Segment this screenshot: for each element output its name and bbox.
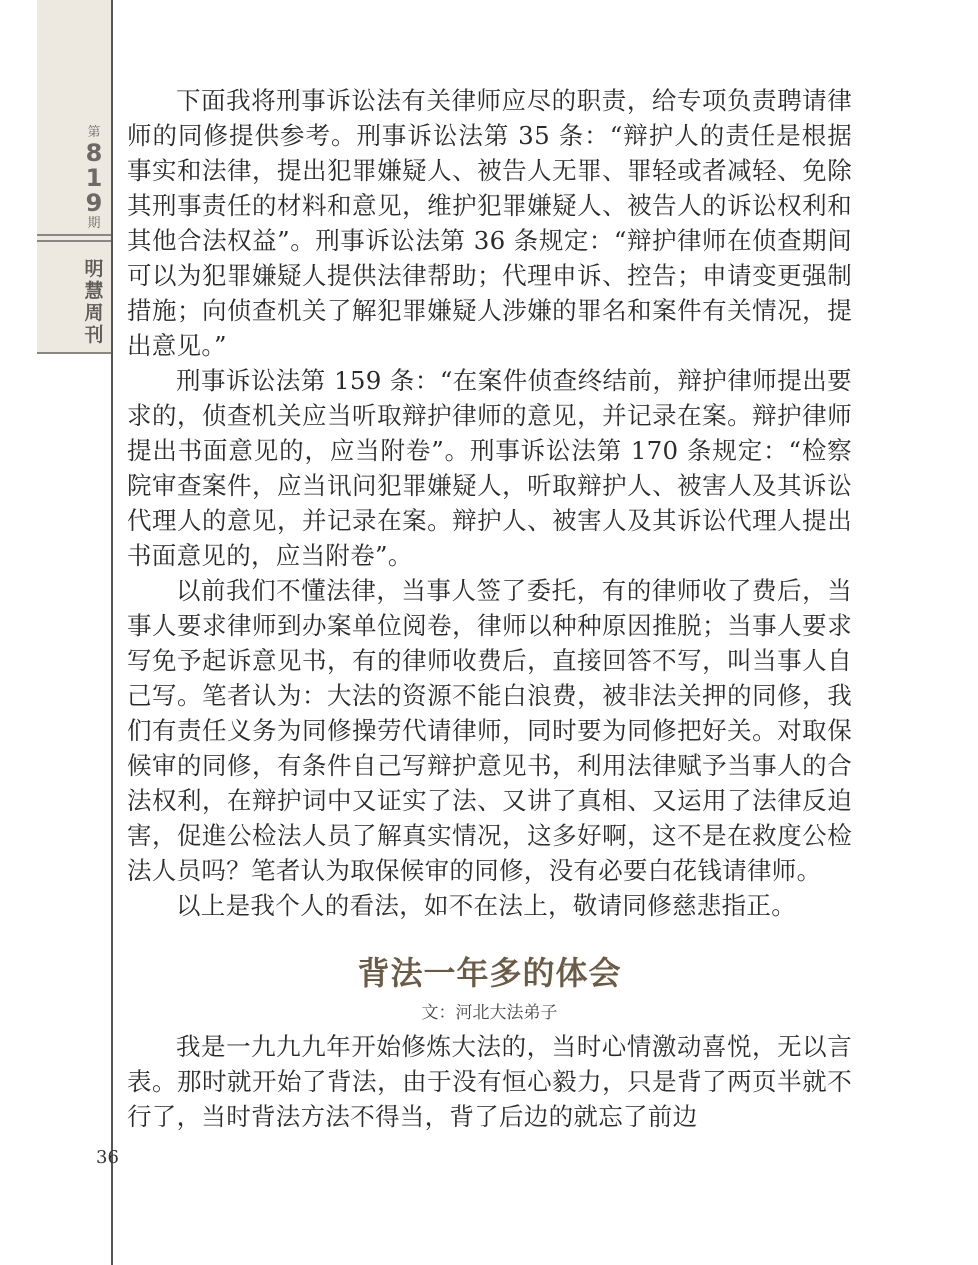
page-number: 36	[96, 1147, 119, 1168]
article-title: 背法一年多的体会	[357, 954, 622, 992]
magazine-char: 明	[84, 258, 104, 280]
issue-prefix: 第	[87, 125, 101, 140]
magazine-char: 刊	[84, 324, 104, 346]
magazine-char: 周	[84, 302, 104, 324]
issue-number	[74, 124, 114, 232]
issue-digit: 8	[85, 139, 103, 167]
sidebar-divider-second	[37, 240, 111, 242]
issue-digit: 1	[85, 164, 103, 192]
paragraph: 以前我们不懂法律，当事人签了委托，有的律师收了费后，当事人要求律师到办案单位阅卷，律师以种种原因推脱；当事人要求写免予起诉意见书，有的律师收费后，直接回答不写，叫当事人自己写。笔者认为：大法的资源不能白浪费，被非法关押的同修，我们有责任义务为同修操劳代请律师，同时要为同修把好关。对取保候审的同修，有条件自己写辩护意见书，利用法律赋予当事人的合法权利，在辩护词中又证实了法、又讲了真相、又运用了法律反迫害，促進公检法人员了解真实情况，这多好啊，这不是在救度公检法人员吗？笔者认为取保候审的同修，没有必要白花钱请律师。	[127, 576, 852, 885]
paragraph: 以上是我个人的看法，如不在法上，敬请同修慈悲指正。	[176, 891, 796, 920]
issue-digit: 9	[85, 189, 103, 217]
paragraph: 我是一九九九年开始修炼大法的，当时心情激动喜悦，无以言表。那时就开始了背法，由于没有恒心毅力，只是背了两页半就不行了，当时背法方法不得当，背了后边的就忘了前边	[127, 1032, 852, 1131]
issue-suffix: 期	[87, 216, 101, 231]
article-byline: 文：河北大法弟子	[421, 1003, 558, 1023]
paragraph: 刑事诉讼法第 159 条：“在案件侦查终结前，辩护律师提出要求的，侦查机关应当听取辩护律师的意见，并记录在案。辩护律师提出书面意见的，应当附卷”。刑事诉讼法第 170 条规定：“检察院审查案件，应当讯问犯罪嫌疑人，听取辩护人、被害人及其诉讼代理人的意见，并记录在案。辩护人、被害人及其诉讼代理人提出书面意见的，应当附卷”。	[127, 366, 852, 570]
sidebar-divider	[37, 234, 111, 236]
magazine-name	[74, 258, 114, 346]
magazine-char: 慧	[84, 280, 104, 302]
paragraph: 下面我将刑事诉讼法有关律师应尽的职责，给专项负责聘请律师的同修提供参考。刑事诉讼法第 35 条：“辩护人的责任是根据事实和法律，提出犯罪嫌疑人、被告人无罪、罪轻或者减轻、免除其刑事责任的材料和意见，维护犯罪嫌疑人、被告人的诉讼权利和其他合法权益”。刑事诉讼法第 36 条规定：“辩护律师在侦查期间可以为犯罪嫌疑人提供法律帮助；代理申诉、控告；申请变更强制措施；向侦查机关了解犯罪嫌疑人涉嫌的罪名和案件有关情况，提出意见。”	[127, 86, 852, 360]
article-body	[127, 83, 852, 1134]
